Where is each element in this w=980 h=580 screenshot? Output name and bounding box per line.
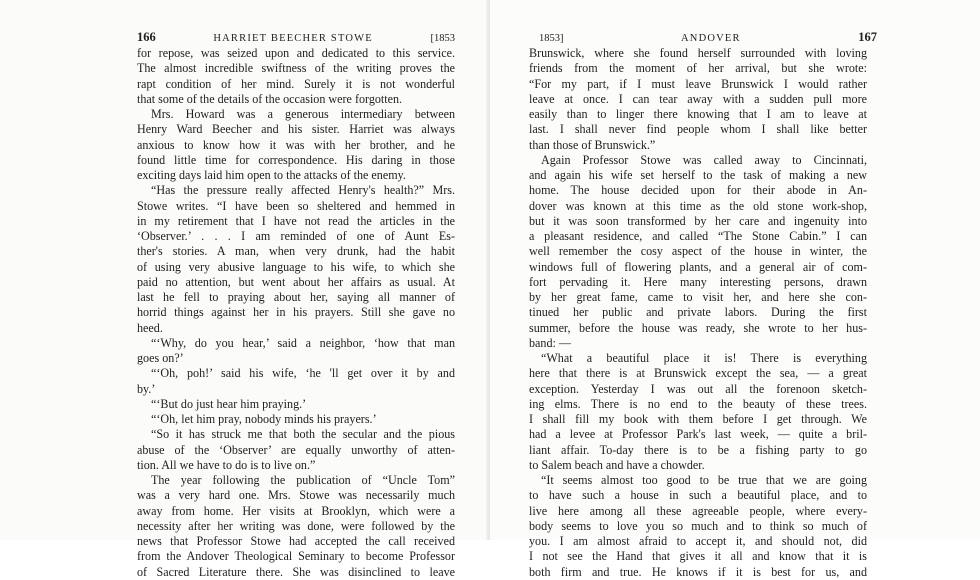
left-page-text-line: “‘Why, do you hear,’ said a neighbor, ‘how that man	[151, 335, 455, 350]
right-page-text-line: I shall fill my book with them before I get through. We	[529, 412, 867, 426]
left-page-text-line: news that Professor Stowe had accepted the call received	[137, 534, 455, 548]
right-running-head	[539, 30, 877, 46]
left-running-head	[137, 30, 455, 46]
right-page-text-line: and again his wife set herself to the task of making a new	[529, 168, 867, 182]
left-page-text-line: horrid things against her in his prayers. Still she gave no	[137, 305, 455, 320]
left-page-text-line: The year following the publication of “Uncle Tom”	[151, 473, 455, 487]
right-page-text-line: ing elms. There is no end to the beauty of these trees.	[529, 396, 867, 411]
left-page-text-line: “‘Oh, let him pray, nobody minds his prayers.’	[151, 412, 377, 426]
left-running-title: HARRIET BEECHER STOWE	[213, 33, 373, 44]
left-page	[0, 0, 490, 579]
right-running-title: ANDOVER	[681, 33, 741, 44]
right-page-text-line: friends from the moment of her arrival, but she wrote:	[529, 61, 867, 76]
right-page-text-line: well remember the cosy aspect of the house in winter, the	[529, 244, 867, 259]
right-page-text-line: you. I am almost afraid to accept it, and should not, did	[529, 534, 867, 548]
right-year-mark: 1853]	[539, 33, 564, 44]
left-page-text-line: from the Andover Theological Seminary to become Professor	[137, 549, 455, 564]
right-page-text-line: live here among all these agreeable people, where every-	[529, 503, 867, 518]
left-page-text-line: abuse of the ‘Observer’ are equally unworthy of atten-	[137, 442, 455, 457]
right-page-text-line: band: —	[529, 335, 571, 350]
right-page-text-line: Brunswick, where she found herself surrounded with loving	[529, 46, 867, 60]
left-page-text-line: ‘Observer.’ . . . I am reminded of one of Aunt Es-	[137, 229, 455, 243]
left-page-text-line: found little time for correspondence. His daring in those	[137, 152, 455, 167]
right-page	[490, 0, 980, 579]
right-page-text-line: Again Professor Stowe was called away to Cincinnati,	[541, 152, 867, 167]
left-page-text-line: ther's stories. A man, when very drunk, had the habit	[137, 244, 455, 259]
right-page-number: 167	[858, 30, 877, 44]
left-page-text-line: “‘But do just hear him praying.’	[151, 396, 307, 411]
right-page-text-line: body seems to love you so much and to think so much of	[529, 518, 867, 533]
left-page-text-line: Stowe writes. “I have been so sheltered and hemmed in	[137, 198, 455, 213]
left-page-text-line: Mrs. Howard was a generous intermediary between	[151, 107, 455, 121]
left-page-text-line: goes on?’	[137, 351, 184, 365]
left-page-text-line: of using very abusive language to his wife, to which she	[137, 259, 455, 274]
left-page-text-line: that some of the details of the occasion were forgotten.	[137, 91, 403, 106]
right-page-text-line: easily than to linger there knowing that I am to leave at	[529, 107, 867, 121]
left-page-text-line: exciting days laid him open to the attacks of the enemy.	[137, 168, 406, 182]
right-page-text-line: fort pervading it. Here many interesting persons, drawn	[529, 274, 867, 289]
left-page-text-line: away from home. Her visits at Brooklyn, which were a	[137, 503, 455, 518]
right-page-text-line: windows full of flowering plants, and a general air of com-	[529, 259, 867, 274]
right-page-text-line: by her great fame, came to visit her, and here she con-	[529, 290, 867, 304]
left-page-text-line: by.’	[137, 381, 156, 396]
left-page-text-line: necessity after her writing was done, were followed by the	[137, 518, 455, 533]
right-page-text-line: had a levee at Professor Park's last week, — quite a bril-	[529, 427, 867, 442]
left-page-text-line: rapt condition of her mind. Surely it is not wonderful	[137, 76, 455, 91]
left-page-text-line: in my retirement that I have not read the articles in the	[137, 213, 455, 228]
left-page-text-line: “Has the pressure really affected Henry's health?” Mrs.	[151, 183, 455, 198]
right-text-column	[529, 46, 867, 580]
right-page-text-line: but it was soon transformed by her care and ingenuity into	[529, 213, 867, 228]
right-page-text-line: than those of Brunswick.”	[529, 137, 656, 152]
right-page-text-line: both firm and true. He knows if it is best for us, and	[529, 564, 867, 579]
right-page-text-line: “What a beautiful place it is! There is everything	[541, 351, 867, 365]
right-page-text-line: summer, before the house was ready, she wrote to her hus-	[529, 320, 867, 335]
right-page-text-line: dover was known at this time as the old stone work-shop,	[529, 198, 867, 213]
right-page-text-line: to Salem beach and have a chowder.	[529, 457, 705, 472]
left-page-number: 166	[137, 30, 156, 44]
left-page-text-line: “So it has struck me that both the secular and the pious	[151, 427, 455, 442]
left-text-column	[137, 46, 455, 580]
right-page-text-line: exception. Yesterday I was out all the forenoon sketch-	[529, 381, 867, 396]
right-page-text-line: “For my part, if I must leave Brunswick I would rather	[529, 76, 867, 91]
right-page-text-line: tinued her public and private labors. During the first	[529, 305, 867, 320]
right-page-text-line: last. I shall never find people whom I shall like better	[529, 122, 867, 137]
right-page-text-line: “It seems almost too good to be true that we are going	[541, 473, 867, 487]
left-year-mark: [1853	[430, 33, 455, 44]
left-page-text-line: of Sacred Literature there. She was disinclined to leave	[137, 564, 455, 579]
left-page-text-line: last he fell to praying about her, saying all manner of	[137, 290, 455, 304]
left-page-text-line: heed.	[137, 320, 163, 335]
left-page-text-line: “‘Oh, poh!’ said his wife, ‘he 'll get over it by and	[151, 366, 455, 381]
left-page-text-line: tion. All we have to do is to live on.”	[137, 457, 316, 472]
right-page-text-line: leave at once. I can tear away with a sudden pull more	[529, 91, 867, 106]
right-page-text-line: home. The house decided upon for their abode in An-	[529, 183, 867, 198]
left-page-text-line: Henry Ward Beecher and his sister. Harriet was always	[137, 122, 455, 137]
right-page-text-line: liant affair. To-day there is to be a fishing party to go	[529, 442, 867, 457]
right-page-text-line: here that there is at Brunswick except the sea, — a great	[529, 366, 867, 381]
right-page-text-line: I not see the Hand that gives it all and know that it is	[529, 549, 867, 564]
left-page-text-line: was a very hard one. Mrs. Stowe was necessarily much	[137, 488, 455, 503]
left-page-text-line: for repose, was seized upon and dedicated to this service.	[137, 46, 455, 60]
right-page-text-line: to have such a house in such a beautiful place, and to	[529, 488, 867, 503]
right-page-text-line: a pleasant residence, and called “The Stone Cabin.” I can	[529, 229, 867, 243]
left-page-text-line: The almost incredible swiftness of the writing proves the	[137, 61, 455, 76]
left-page-text-line: paid no attention, but went about her affairs as usual. At	[137, 274, 455, 289]
left-page-text-line: anxious to know how it was with her brother, and he	[137, 137, 455, 152]
